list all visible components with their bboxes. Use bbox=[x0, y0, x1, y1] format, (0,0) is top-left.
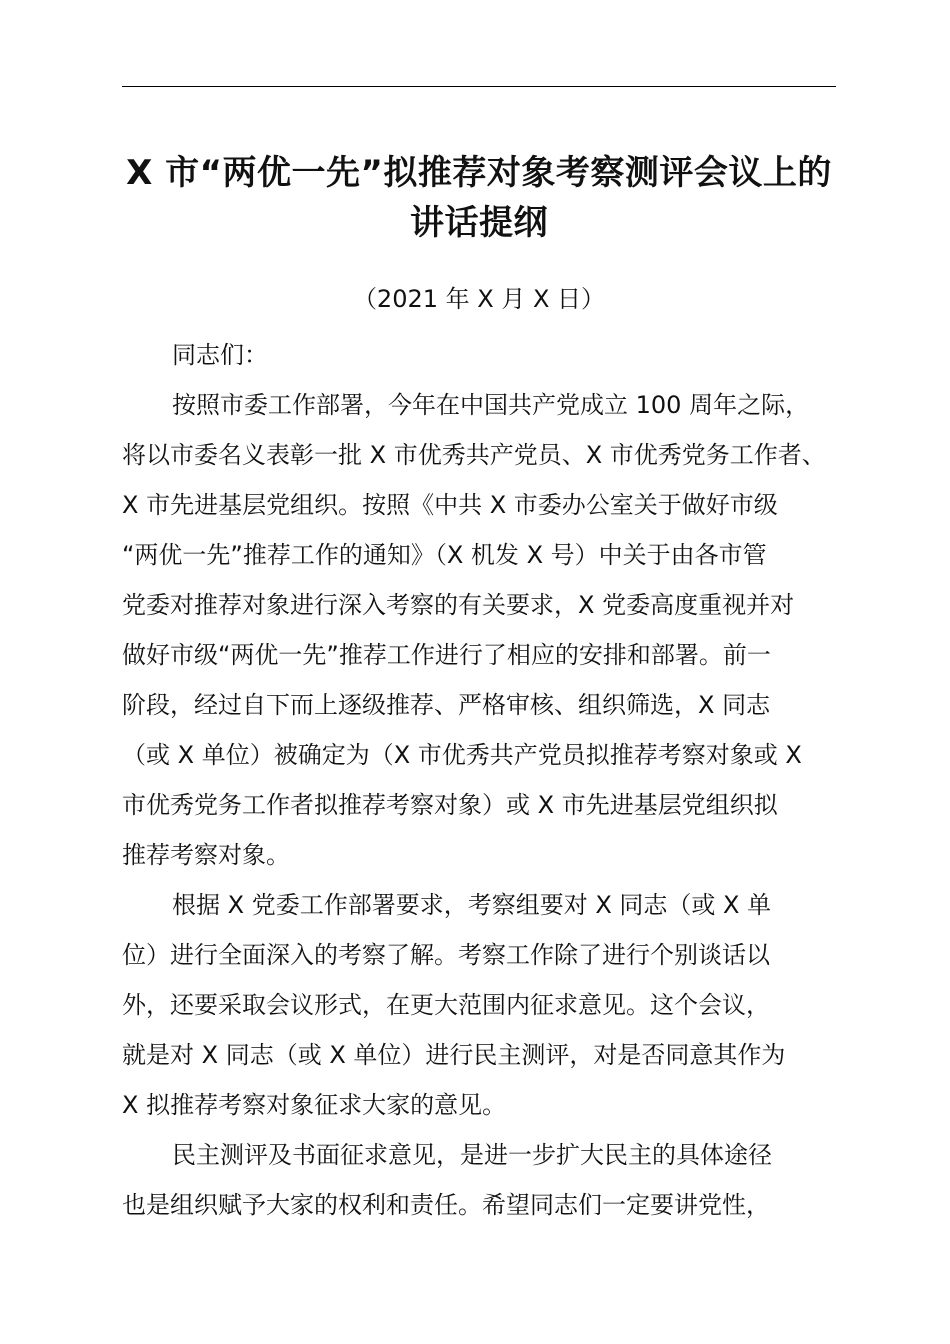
paragraph-line: X 拟推荐考察对象征求大家的意见。 bbox=[122, 1091, 507, 1119]
paragraph-line: X 市先进基层党组织。按照《中共 X 市委办公室关于做好市级 bbox=[122, 491, 778, 519]
paragraph-line: 根据 X 党委工作部署要求，考察组要对 X 同志（或 X 单 bbox=[172, 891, 772, 919]
salutation: 同志们： bbox=[172, 341, 268, 369]
title-line-1: X 市“两优一先”拟推荐对象考察测评会议上的 bbox=[126, 153, 832, 193]
paragraph-line: 也是组织赋予大家的权利和责任。希望同志们一定要讲党性， bbox=[122, 1191, 770, 1219]
paragraph-line: 党委对推荐对象进行深入考察的有关要求，X 党委高度重视并对 bbox=[122, 591, 795, 619]
document-date: （2021 年 X 月 X 日） bbox=[352, 285, 606, 313]
header-rule bbox=[122, 86, 836, 87]
paragraph-2 bbox=[122, 880, 862, 1130]
paragraph-line: 外，还要采取会议形式，在更大范围内征求意见。这个会议， bbox=[122, 991, 770, 1019]
paragraph-3 bbox=[122, 1130, 862, 1230]
document-body bbox=[122, 330, 862, 1230]
paragraph-line: 阶段，经过自下而上逐级推荐、严格审核、组织筛选，X 同志 bbox=[122, 691, 771, 719]
paragraph-line: 按照市委工作部署，今年在中国共产党成立 100 周年之际， bbox=[172, 391, 810, 419]
paragraph-line: 就是对 X 同志（或 X 单位）进行民主测评，对是否同意其作为 bbox=[122, 1041, 786, 1069]
paragraph-line: 推荐考察对象。 bbox=[122, 841, 290, 869]
title-line-2: 讲话提纲 bbox=[410, 203, 548, 243]
paragraph-line: 市优秀党务工作者拟推荐考察对象）或 X 市先进基层党组织拟 bbox=[122, 791, 778, 819]
document-title bbox=[110, 148, 848, 248]
paragraph-line: （或 X 单位）被确定为（X 市优秀共产党员拟推荐考察对象或 X bbox=[122, 741, 802, 769]
paragraph-line: 将以市委名义表彰一批 X 市优秀共产党员、X 市优秀党务工作者、 bbox=[122, 441, 826, 469]
paragraph-line: 做好市级“两优一先”推荐工作进行了相应的安排和部署。前一 bbox=[122, 641, 771, 669]
paragraph-line: 位）进行全面深入的考察了解。考察工作除了进行个别谈话以 bbox=[122, 941, 770, 969]
paragraph-line: “两优一先”推荐工作的通知》（X 机发 X 号）中关于由各市管 bbox=[122, 541, 767, 569]
paragraph-1 bbox=[122, 380, 862, 880]
paragraph-line: 民主测评及书面征求意见，是进一步扩大民主的具体途径 bbox=[172, 1141, 772, 1169]
